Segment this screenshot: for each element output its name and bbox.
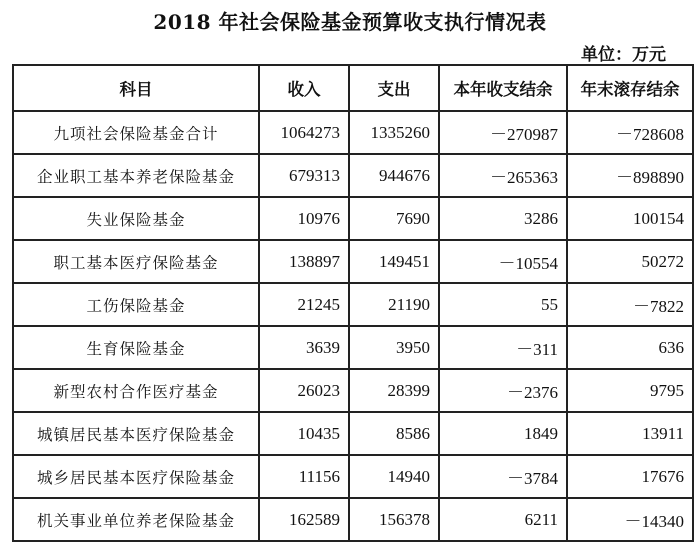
unit-label: 单位：万元 xyxy=(581,45,666,65)
row-annual-balance: 1849 xyxy=(439,412,567,455)
row-income: 26023 xyxy=(259,369,349,412)
row-accumulated-balance: 50272 xyxy=(567,240,693,283)
row-accumulated-balance: 636 xyxy=(567,326,693,369)
table-row xyxy=(13,154,693,197)
row-subject: 职工基本医疗保险基金 xyxy=(13,240,259,283)
row-expenditure: 944676 xyxy=(349,154,439,197)
budget-table xyxy=(12,64,694,542)
row-annual-balance: －311 xyxy=(439,326,567,369)
row-annual-balance: －3784 xyxy=(439,455,567,498)
row-income: 1064273 xyxy=(259,111,349,154)
row-income: 11156 xyxy=(259,455,349,498)
header-subject: 科目 xyxy=(13,65,259,111)
row-expenditure: 149451 xyxy=(349,240,439,283)
header-annual-balance: 本年收支结余 xyxy=(439,65,567,111)
table-row xyxy=(13,240,693,283)
row-subject: 机关事业单位养老保险基金 xyxy=(13,498,259,541)
row-income: 679313 xyxy=(259,154,349,197)
row-income: 10435 xyxy=(259,412,349,455)
row-accumulated-balance: －14340 xyxy=(567,498,693,541)
row-subject: 失业保险基金 xyxy=(13,197,259,240)
row-accumulated-balance: －898890 xyxy=(567,154,693,197)
table-row xyxy=(13,326,693,369)
row-subject: 生育保险基金 xyxy=(13,326,259,369)
table-row xyxy=(13,197,693,240)
table-row xyxy=(13,455,693,498)
row-income: 162589 xyxy=(259,498,349,541)
row-expenditure: 28399 xyxy=(349,369,439,412)
row-subject: 城乡居民基本医疗保险基金 xyxy=(13,455,259,498)
row-subject: 城镇居民基本医疗保险基金 xyxy=(13,412,259,455)
row-annual-balance: －2376 xyxy=(439,369,567,412)
row-annual-balance: 6211 xyxy=(439,498,567,541)
header-row xyxy=(13,65,693,111)
row-subject: 工伤保险基金 xyxy=(13,283,259,326)
row-income: 21245 xyxy=(259,283,349,326)
table-header xyxy=(13,65,693,111)
row-annual-balance: －10554 xyxy=(439,240,567,283)
row-annual-balance: －270987 xyxy=(439,111,567,154)
row-income: 3639 xyxy=(259,326,349,369)
row-accumulated-balance: 17676 xyxy=(567,455,693,498)
table-body xyxy=(13,111,693,541)
header-income: 收入 xyxy=(259,65,349,111)
row-income: 10976 xyxy=(259,197,349,240)
row-annual-balance: 3286 xyxy=(439,197,567,240)
row-subject: 企业职工基本养老保险基金 xyxy=(13,154,259,197)
row-expenditure: 21190 xyxy=(349,283,439,326)
row-accumulated-balance: －7822 xyxy=(567,283,693,326)
row-expenditure: 156378 xyxy=(349,498,439,541)
row-accumulated-balance: －728608 xyxy=(567,111,693,154)
row-expenditure: 7690 xyxy=(349,197,439,240)
row-accumulated-balance: 9795 xyxy=(567,369,693,412)
table-row xyxy=(13,369,693,412)
row-subject: 九项社会保险基金合计 xyxy=(13,111,259,154)
document-title: 2018 年社会保险基金预算收支执行情况表 xyxy=(153,10,547,34)
row-annual-balance: 55 xyxy=(439,283,567,326)
row-subject: 新型农村合作医疗基金 xyxy=(13,369,259,412)
row-annual-balance: －265363 xyxy=(439,154,567,197)
header-expenditure: 支出 xyxy=(349,65,439,111)
row-accumulated-balance: 100154 xyxy=(567,197,693,240)
row-expenditure: 3950 xyxy=(349,326,439,369)
table-row xyxy=(13,283,693,326)
row-accumulated-balance: 13911 xyxy=(567,412,693,455)
table-row xyxy=(13,498,693,541)
table-row xyxy=(13,412,693,455)
row-expenditure: 1335260 xyxy=(349,111,439,154)
table-row xyxy=(13,111,693,154)
row-expenditure: 14940 xyxy=(349,455,439,498)
header-accumulated-balance: 年末滚存结余 xyxy=(567,65,693,111)
row-expenditure: 8586 xyxy=(349,412,439,455)
row-income: 138897 xyxy=(259,240,349,283)
